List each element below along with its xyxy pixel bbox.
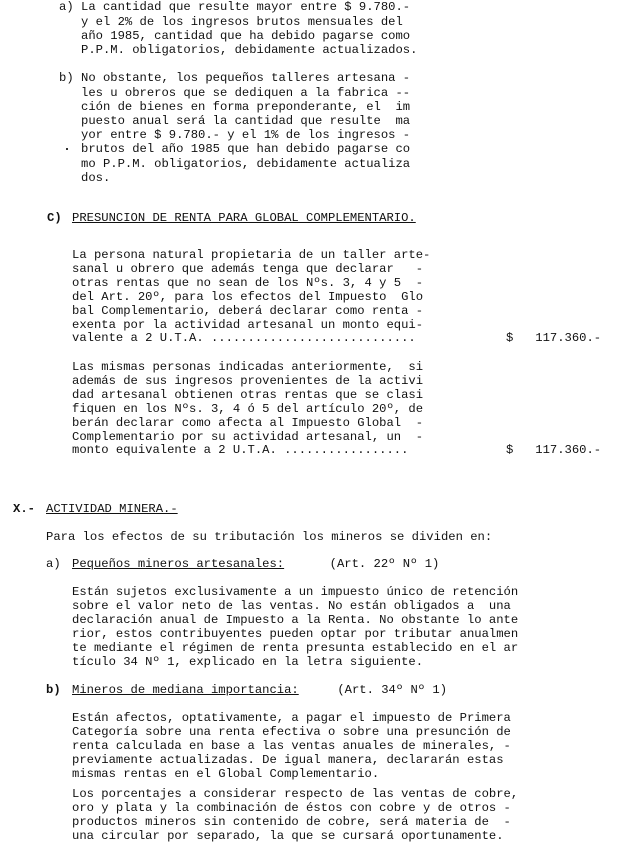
item-a-marker: a) bbox=[46, 557, 61, 571]
text-line: Complementario por su actividad artesanal, un - bbox=[72, 430, 424, 444]
text-line: La persona natural propietaria de un taller arte- bbox=[72, 248, 431, 262]
text-line: fiquen en los Nºs. 3, 4 ó 5 del artículo 20º, de bbox=[72, 402, 424, 416]
section-number: X.- bbox=[13, 502, 35, 516]
text-line: Están sujetos exclusivamente a un impuesto único de retención bbox=[72, 585, 519, 599]
text-line: valente a 2 U.T.A. ............................ bbox=[72, 331, 416, 345]
text-line: año 1985, cantidad que ha debido pagarse como bbox=[81, 29, 411, 43]
text-line: sanal u obrero que además tenga que declarar - bbox=[72, 262, 424, 276]
amount-value: $ 117.360.- bbox=[506, 443, 602, 457]
text-line: bal Complementario, deberá declarar como renta - bbox=[72, 304, 424, 318]
item-b-marker: b) bbox=[46, 683, 61, 697]
text-line: otras rentas que no sean de los Nºs. 3, 4 y 5 - bbox=[72, 276, 424, 290]
text-line: La cantidad que resulte mayor entre $ 9.780.- bbox=[81, 0, 411, 14]
text-line: dad artesanal obtienen otras rentas que se clasi bbox=[72, 388, 424, 402]
text-line: rior, estos contribuyentes pueden optar por tributar anualmen bbox=[72, 627, 519, 641]
subheading: Mineros de mediana importancia: bbox=[72, 683, 299, 697]
text-line: oro y plata y la combinación de éstos con cobre y de otros - bbox=[72, 801, 511, 815]
text-line: y el 2% de los ingresos brutos mensuales del bbox=[81, 15, 403, 29]
text-line: dos. bbox=[81, 171, 111, 185]
text-line: mismas rentas en el Global Complementario. bbox=[72, 767, 380, 781]
text-line: Categoría sobre una renta efectiva o sobre una presunción de bbox=[72, 725, 511, 739]
text-line: berán declarar como afecta al Impuesto Global - bbox=[72, 416, 424, 430]
article-reference: (Art. 34º Nº 1) bbox=[330, 683, 448, 697]
item-c-marker: C) bbox=[47, 211, 62, 225]
text-line: tículo 34 Nº 1, explicado en la letra siguiente. bbox=[72, 655, 424, 669]
section-heading: ACTIVIDAD MINERA.- bbox=[46, 502, 178, 516]
subheading: Pequeños mineros artesanales: bbox=[72, 557, 285, 571]
item-a-marker: a) bbox=[59, 0, 74, 14]
amount-value: $ 117.360.- bbox=[506, 331, 602, 345]
text-line: mo P.P.M. obligatorios, debidamente actualiza bbox=[81, 157, 411, 171]
text-line: exenta por la actividad artesanal un monto equi- bbox=[72, 318, 424, 332]
text-line: No obstante, los pequeños talleres artesana - bbox=[81, 71, 411, 85]
text-line: Los porcentajes a considerar respecto de las ventas de cobre, bbox=[72, 787, 519, 801]
text-line: renta calculada en base a las ventas anuales de minerales, - bbox=[72, 739, 511, 753]
intro-text: Para los efectos de su tributación los mineros se dividen en: bbox=[46, 530, 493, 544]
text-line: además de sus ingresos provenientes de la activi bbox=[72, 374, 424, 388]
text-line: te mediante el régimen de renta presunta establecido en el ar bbox=[72, 641, 519, 655]
text-line: previamente actualizadas. De igual manera, declararán estas bbox=[72, 753, 504, 767]
text-line: Las mismas personas indicadas anteriormente, si bbox=[72, 360, 424, 374]
article-reference: (Art. 22º Nº 1) bbox=[315, 557, 440, 571]
text-line: monto equivalente a 2 U.T.A. ................. bbox=[72, 443, 409, 457]
text-line: una circular por separado, la que se cursará oportunamente. bbox=[72, 829, 504, 843]
text-line: les u obreros que se dediquen a la fabrica -- bbox=[81, 86, 411, 100]
text-line: sobre el valor neto de las ventas. No están obligados a una bbox=[72, 599, 511, 613]
text-line: yor entre $ 9.780.- y el 1% de los ingresos - bbox=[81, 128, 411, 142]
text-line: ción de bienes en forma preponderante, el im bbox=[81, 100, 411, 114]
text-line: brutos del año 1985 que han debido pagarse co bbox=[81, 142, 411, 156]
speck bbox=[66, 148, 68, 150]
text-line: puesto anual será la cantidad que resulte ma bbox=[81, 114, 411, 128]
text-line: declaración anual de Impuesto a la Renta. No obstante lo ante bbox=[72, 613, 519, 627]
text-line: Están afectos, optativamente, a pagar el impuesto de Primera bbox=[72, 711, 511, 725]
text-line: del Art. 20º, para los efectos del Impuesto Glo bbox=[72, 290, 424, 304]
section-heading: PRESUNCION DE RENTA PARA GLOBAL COMPLEMENTARIO. bbox=[72, 211, 416, 225]
text-line: productos mineros sin contenido de cobre, será materia de - bbox=[72, 815, 511, 829]
text-line: P.P.M. obligatorios, debidamente actualizados. bbox=[81, 43, 418, 57]
item-b-marker: b) bbox=[59, 71, 74, 85]
